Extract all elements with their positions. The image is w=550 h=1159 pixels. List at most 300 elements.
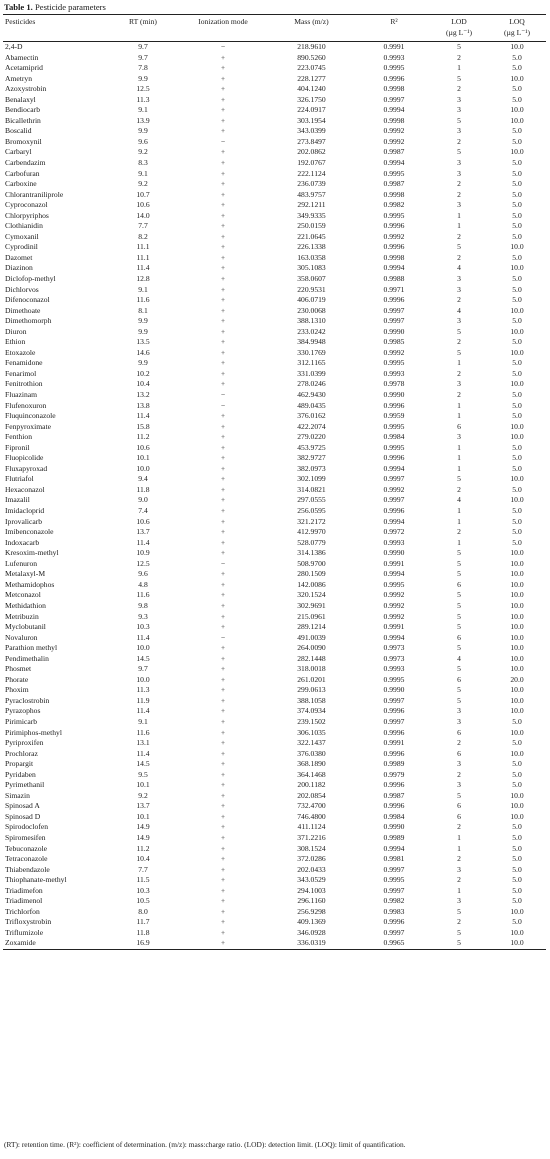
mass-cell: 312.1165 (297, 358, 326, 368)
ionization-mode-cell: + (220, 769, 226, 779)
ionization-mode-cell: + (220, 759, 226, 769)
table-footnote: (RT): retention time. (R²): coefficient of determination. (m/z): mass:charge ratio. (LOD): detection limit. (LOQ): limit of quantification. (4, 1140, 406, 1149)
loq-cell: 5.0 (512, 337, 522, 347)
table-row (3, 242, 546, 253)
ionization-mode-cell: + (220, 579, 226, 589)
r2-cell: 0.9990 (383, 685, 405, 695)
rt-cell: 16.9 (105, 938, 181, 949)
lod-cell: 5 (457, 326, 461, 336)
ionization-mode-cell: + (220, 442, 226, 452)
pesticide-name-cell: Azoxystrobin (5, 84, 47, 94)
mass-cell: 343.0529 (297, 875, 326, 885)
lod-cell: 2 (457, 484, 461, 494)
lod-cell: 1 (457, 400, 461, 410)
lod-cell: 6 (457, 674, 461, 684)
rt-cell: 14.9 (136, 832, 150, 842)
rt-cell: 12.5 (136, 84, 150, 94)
rt-cell: 11.2 (136, 843, 150, 853)
mass-cell: 336.0319 (265, 938, 358, 949)
lod-cell: 4 (457, 263, 461, 273)
rt-cell: 9.9 (138, 316, 148, 326)
ionization-mode-cell: + (220, 506, 226, 516)
ionization-mode-cell: + (220, 685, 226, 695)
lod-cell: 3 (457, 716, 461, 726)
ionization-mode-cell: + (220, 84, 226, 94)
r2-cell: 0.9990 (383, 822, 405, 832)
loq-cell: 10.0 (510, 105, 524, 115)
loq-cell: 20.0 (510, 674, 524, 684)
pesticide-name-cell: Pyrimethanil (5, 780, 45, 790)
r2-cell: 0.9998 (383, 84, 405, 94)
rt-cell: 13.7 (136, 527, 150, 537)
rt-cell: 11.6 (136, 727, 150, 737)
loq-cell: 5.0 (512, 126, 522, 136)
ionization-mode-cell: + (220, 832, 226, 842)
pesticide-name-cell: Benalaxyl (5, 94, 36, 104)
mass-cell: 508.9700 (297, 558, 326, 568)
loq-cell: 10.0 (510, 790, 524, 800)
loq-cell: 10.0 (510, 643, 524, 653)
pesticide-name-cell: Flufenoxuron (5, 400, 47, 410)
lod-cell: 2 (457, 875, 461, 885)
rt-cell: 9.9 (138, 358, 148, 368)
header-loq: LOQ (µg L⁻¹) (488, 15, 546, 42)
r2-cell: 0.9991 (383, 558, 405, 568)
lod-cell: 1 (457, 885, 461, 895)
loq-cell: 5.0 (512, 390, 522, 400)
loq-cell: 5.0 (512, 168, 522, 178)
r2-cell: 0.9992 (383, 347, 405, 357)
pesticide-name-cell: Dichlorvos (5, 284, 39, 294)
pesticide-name-cell: Ethion (5, 337, 26, 347)
ionization-mode-cell: + (220, 284, 226, 294)
mass-cell: 406.0719 (297, 295, 326, 305)
r2-cell: 0.9994 (383, 157, 405, 167)
ionization-mode-cell: + (220, 453, 226, 463)
table-row (3, 369, 546, 380)
pesticide-name-cell: Etoxazole (5, 347, 36, 357)
mass-cell: 374.0934 (297, 706, 326, 716)
mass-cell: 215.0961 (297, 611, 326, 621)
mass-cell: 376.0162 (297, 411, 326, 421)
loq-cell: 5.0 (512, 453, 522, 463)
mass-cell: 163.0358 (297, 252, 326, 262)
rt-cell: 9.7 (138, 664, 148, 674)
rt-cell: 11.5 (136, 875, 150, 885)
loq-cell: 5.0 (512, 527, 522, 537)
table-row (3, 685, 546, 696)
r2-cell: 0.9995 (383, 358, 405, 368)
rt-cell: 11.2 (136, 432, 150, 442)
mass-cell: 306.1035 (297, 727, 326, 737)
pesticide-name-cell: Spinosad D (5, 811, 41, 821)
lod-cell: 5 (457, 242, 461, 252)
table-row (3, 728, 546, 739)
r2-cell: 0.9998 (383, 252, 405, 262)
pesticide-name-cell: Dimethoate (5, 305, 41, 315)
loq-cell: 10.0 (510, 695, 524, 705)
ionization-mode-cell: + (220, 537, 226, 547)
loq-cell: 10.0 (488, 938, 546, 949)
loq-cell: 10.0 (510, 611, 524, 621)
lod-cell: 2 (457, 52, 461, 62)
ionization-mode-cell: + (220, 738, 226, 748)
ionization-mode-cell: + (220, 274, 226, 283)
pesticide-name-cell: Cyprodinil (5, 242, 38, 252)
r2-cell: 0.9993 (383, 52, 405, 62)
lod-cell: 5 (457, 906, 461, 916)
ionization-mode-cell: + (220, 168, 226, 178)
pesticide-name-cell: Diuron (5, 326, 27, 336)
mass-cell: 346.0928 (297, 927, 326, 937)
rt-cell: 10.3 (136, 622, 150, 632)
r2-cell: 0.9987 (383, 179, 405, 189)
rt-cell: 11.6 (136, 590, 150, 600)
rt-cell: 9.2 (138, 147, 148, 157)
lod-cell: 3 (457, 274, 461, 283)
mass-cell: 142.0086 (297, 579, 326, 589)
ionization-mode-cell: + (220, 463, 226, 473)
pesticide-name-cell: Cymoxanil (5, 231, 39, 241)
table-row (3, 854, 546, 865)
r2-cell: 0.9997 (383, 885, 405, 895)
loq-cell: 10.0 (510, 801, 524, 811)
ionization-mode-cell: + (220, 527, 226, 537)
pesticide-name-cell: Metconazol (5, 590, 41, 600)
rt-cell: 9.9 (138, 126, 148, 136)
mass-cell: 250.0159 (297, 221, 326, 231)
mass-cell: 320.1524 (297, 590, 326, 600)
r2-cell: 0.9994 (383, 843, 405, 853)
mass-cell: 382.0973 (297, 463, 326, 473)
r2-cell: 0.9996 (383, 221, 405, 231)
pesticide-name-cell: Thiabendazole (5, 864, 50, 874)
mass-cell: 376.0380 (297, 748, 326, 758)
rt-cell: 11.4 (136, 411, 150, 421)
ionization-mode-cell: + (220, 706, 226, 716)
table-row (3, 791, 546, 802)
table-row (3, 896, 546, 907)
loq-cell: 5.0 (512, 284, 522, 294)
ionization-mode-cell: + (220, 590, 226, 600)
pesticide-name-cell: Hexaconazol (5, 484, 45, 494)
ionization-mode-cell: + (220, 432, 226, 442)
table-row (3, 833, 546, 844)
pesticide-name-cell: Trifloxystrobin (5, 917, 52, 927)
pesticide-name-cell: Flutriafol (5, 474, 34, 484)
table-row (3, 495, 546, 506)
rt-cell: 9.8 (138, 600, 148, 610)
loq-cell: 5.0 (512, 832, 522, 842)
mass-cell: 224.0917 (297, 105, 326, 115)
pesticide-name-cell: Dazomet (5, 252, 33, 262)
loq-cell: 5.0 (512, 316, 522, 326)
loq-cell: 5.0 (512, 759, 522, 769)
table-row (3, 812, 546, 823)
table-caption (4, 1, 106, 13)
mass-cell: 192.0767 (297, 157, 326, 167)
mass-cell: 264.0090 (297, 643, 326, 653)
pesticide-name-cell: Carboxine (5, 179, 37, 189)
rt-cell: 12.5 (136, 558, 150, 568)
lod-cell: 1 (457, 63, 461, 73)
rt-cell: 9.4 (138, 474, 148, 484)
loq-cell: 10.0 (510, 326, 524, 336)
lod-cell: 3 (457, 157, 461, 167)
loq-cell: 10.0 (510, 474, 524, 484)
r2-cell: 0.9973 (383, 643, 405, 653)
r2-cell: 0.9978 (383, 379, 405, 389)
pesticide-name-cell: Diazinon (5, 263, 33, 273)
header-pesticides: Pesticides (3, 15, 105, 42)
rt-cell: 12.8 (136, 274, 150, 283)
r2-cell: 0.9965 (358, 938, 430, 949)
rt-cell: 14.5 (136, 653, 150, 663)
r2-cell: 0.9992 (383, 231, 405, 241)
mass-cell: 226.1338 (297, 242, 326, 252)
ionization-mode-cell: + (220, 896, 226, 906)
loq-cell: 5.0 (512, 716, 522, 726)
r2-cell: 0.9994 (383, 569, 405, 579)
rt-cell: 10.4 (136, 379, 150, 389)
loq-cell: 10.0 (510, 147, 524, 157)
loq-cell: 10.0 (510, 548, 524, 558)
r2-cell: 0.9997 (383, 495, 405, 505)
r2-cell: 0.9971 (383, 284, 405, 294)
r2-cell: 0.9982 (383, 200, 405, 210)
pesticide-name-cell: Chlorpyriphos (5, 210, 49, 220)
table-row (3, 95, 546, 106)
pesticide-name-cell: Fluazinam (5, 390, 38, 400)
lod-cell: 5 (457, 115, 461, 125)
pesticide-name-cell: Kresoxim-methyl (5, 548, 59, 558)
table-row (3, 917, 546, 928)
rt-cell: 11.8 (136, 927, 150, 937)
mass-cell: 364.1468 (297, 769, 326, 779)
rt-cell: 14.9 (136, 822, 150, 832)
rt-cell: 9.7 (138, 42, 148, 51)
pesticide-name-cell: Carbendazim (5, 157, 46, 167)
ionization-mode-cell: + (220, 780, 226, 790)
r2-cell: 0.9996 (383, 727, 405, 737)
mass-cell: 228.1277 (297, 73, 326, 83)
loq-cell: 10.0 (510, 495, 524, 505)
pesticide-name-cell: Fenamidone (5, 358, 43, 368)
rt-cell: 9.9 (138, 326, 148, 336)
rt-cell: 11.3 (136, 685, 150, 695)
pesticide-name-cell: Triadimefon (5, 885, 43, 895)
table-row (3, 453, 546, 464)
mass-cell: 382.9727 (297, 453, 326, 463)
lod-cell: 5 (457, 347, 461, 357)
mass-cell: 230.0068 (297, 305, 326, 315)
rt-cell: 7.7 (138, 864, 148, 874)
mass-cell: 371.2216 (297, 832, 326, 842)
mass-cell: 273.8497 (297, 136, 326, 146)
pesticide-name-cell: Spiromesifen (5, 832, 46, 842)
table-header-row (3, 15, 546, 42)
table-row (3, 274, 546, 285)
mass-cell: 297.0555 (297, 495, 326, 505)
mass-cell: 388.1310 (297, 316, 326, 326)
loq-cell: 5.0 (512, 252, 522, 262)
rt-cell: 13.1 (136, 738, 150, 748)
loq-cell: 10.0 (510, 305, 524, 315)
rt-cell: 4.8 (138, 579, 148, 589)
ionization-mode-cell: + (220, 664, 226, 674)
lod-cell: 3 (457, 896, 461, 906)
table-row (3, 190, 546, 201)
ionization-mode-cell: + (220, 242, 226, 252)
header-ionization-mode: Ionization mode (181, 15, 265, 42)
mass-cell: 305.1083 (297, 263, 326, 273)
ionization-mode-cell: + (220, 516, 226, 526)
table-row (3, 633, 546, 644)
lod-cell: 1 (457, 516, 461, 526)
table-row (3, 938, 546, 949)
r2-cell: 0.9995 (383, 875, 405, 885)
rt-cell: 10.0 (136, 674, 150, 684)
mass-cell: 314.1386 (297, 548, 326, 558)
mass-cell: 202.0862 (297, 147, 326, 157)
ionization-mode-cell: + (220, 358, 226, 368)
mass-cell: 222.1124 (297, 168, 326, 178)
table-row (3, 717, 546, 728)
table-row (3, 221, 546, 232)
r2-cell: 0.9996 (383, 706, 405, 716)
pesticide-name-cell: 2,4-D (5, 42, 23, 51)
ionization-mode-cell: + (220, 411, 226, 421)
table-row (3, 179, 546, 190)
pesticide-name-cell: Prochloraz (5, 748, 38, 758)
loq-cell: 5.0 (512, 516, 522, 526)
loq-cell: 5.0 (512, 885, 522, 895)
ionization-mode-cell: − (220, 558, 226, 568)
mass-cell: 372.0286 (297, 854, 326, 864)
mass-cell: 343.0399 (297, 126, 326, 136)
ionization-mode-cell: + (220, 548, 226, 558)
lod-cell: 5 (457, 622, 461, 632)
rt-cell: 11.7 (136, 917, 150, 927)
lod-cell: 3 (457, 168, 461, 178)
lod-cell: 1 (457, 832, 461, 842)
ionization-mode-cell: + (220, 906, 226, 916)
table-row (3, 590, 546, 601)
loq-cell: 5.0 (512, 738, 522, 748)
rt-cell: 11.4 (136, 537, 150, 547)
loq-cell: 10.0 (510, 811, 524, 821)
rt-cell: 14.0 (136, 210, 150, 220)
pesticide-name-cell: Pyrazophos (5, 706, 41, 716)
table-row (3, 517, 546, 528)
loq-cell: 5.0 (512, 358, 522, 368)
table-row (3, 643, 546, 654)
mass-cell: 302.1099 (297, 474, 326, 484)
header-lod: LOD (µg L⁻¹) (430, 15, 488, 42)
mass-cell: 314.0821 (297, 484, 326, 494)
r2-cell: 0.9993 (383, 368, 405, 378)
r2-cell: 0.9995 (383, 168, 405, 178)
table-row (3, 411, 546, 422)
rt-cell: 13.9 (136, 115, 150, 125)
r2-cell: 0.9995 (383, 674, 405, 684)
r2-cell: 0.9987 (383, 147, 405, 157)
ionization-mode-cell: + (220, 295, 226, 305)
rt-cell: 11.6 (136, 295, 150, 305)
lod-cell: 4 (457, 653, 461, 663)
pesticide-name-cell: Abamectin (5, 52, 39, 62)
pesticide-name-cell: Imidacloprid (5, 506, 45, 516)
r2-cell: 0.9995 (383, 579, 405, 589)
lod-cell: 2 (457, 368, 461, 378)
loq-cell: 5.0 (512, 411, 522, 421)
table-row (3, 337, 546, 348)
mass-cell: 256.0595 (297, 506, 326, 516)
pesticide-name-cell: Methidathion (5, 600, 46, 610)
rt-cell: 11.4 (136, 632, 150, 642)
ionization-mode-cell: + (220, 316, 226, 326)
r2-cell: 0.9997 (383, 316, 405, 326)
table-row (3, 42, 546, 53)
ionization-mode-cell: + (220, 305, 226, 315)
table-row (3, 263, 546, 274)
ionization-mode-cell: + (220, 622, 226, 632)
loq-cell: 5.0 (512, 210, 522, 220)
mass-cell: 491.0039 (297, 632, 326, 642)
mass-cell: 349.9335 (297, 210, 326, 220)
pesticide-name-cell: Carbofuran (5, 168, 40, 178)
r2-cell: 0.9997 (383, 305, 405, 315)
table-row (3, 527, 546, 538)
ionization-mode-cell: + (220, 210, 226, 220)
rt-cell: 10.1 (136, 811, 150, 821)
mass-cell: 358.0607 (297, 274, 326, 283)
lod-cell: 5 (457, 600, 461, 610)
rt-cell: 11.9 (136, 695, 150, 705)
rt-cell: 10.0 (136, 643, 150, 653)
table-row (3, 611, 546, 622)
loq-cell: 10.0 (510, 600, 524, 610)
r2-cell: 0.9997 (383, 94, 405, 104)
lod-cell: 3 (457, 379, 461, 389)
mass-cell: 202.0433 (297, 864, 326, 874)
ionization-mode-cell: + (220, 811, 226, 821)
rt-cell: 9.1 (138, 284, 148, 294)
rt-cell: 13.5 (136, 337, 150, 347)
r2-cell: 0.9994 (383, 516, 405, 526)
ionization-mode-cell: + (220, 790, 226, 800)
lod-cell: 1 (457, 358, 461, 368)
r2-cell: 0.9992 (383, 590, 405, 600)
lod-cell: 2 (457, 231, 461, 241)
pesticide-name-cell: Tetraconazole (5, 854, 48, 864)
table-row (3, 232, 546, 243)
ionization-mode-cell: − (220, 136, 226, 146)
table-row (3, 116, 546, 127)
pesticide-name-cell: Novaluron (5, 632, 38, 642)
mass-cell: 422.2074 (297, 421, 326, 431)
ionization-mode-cell: + (220, 157, 226, 167)
loq-cell: 5.0 (512, 484, 522, 494)
table-row (3, 875, 546, 886)
ionization-mode-cell: + (220, 200, 226, 210)
table-row (3, 443, 546, 454)
lod-cell: 6 (457, 579, 461, 589)
mass-cell: 746.4800 (297, 811, 326, 821)
table-row (3, 379, 546, 390)
ionization-mode-cell: + (220, 263, 226, 273)
r2-cell: 0.9984 (383, 432, 405, 442)
